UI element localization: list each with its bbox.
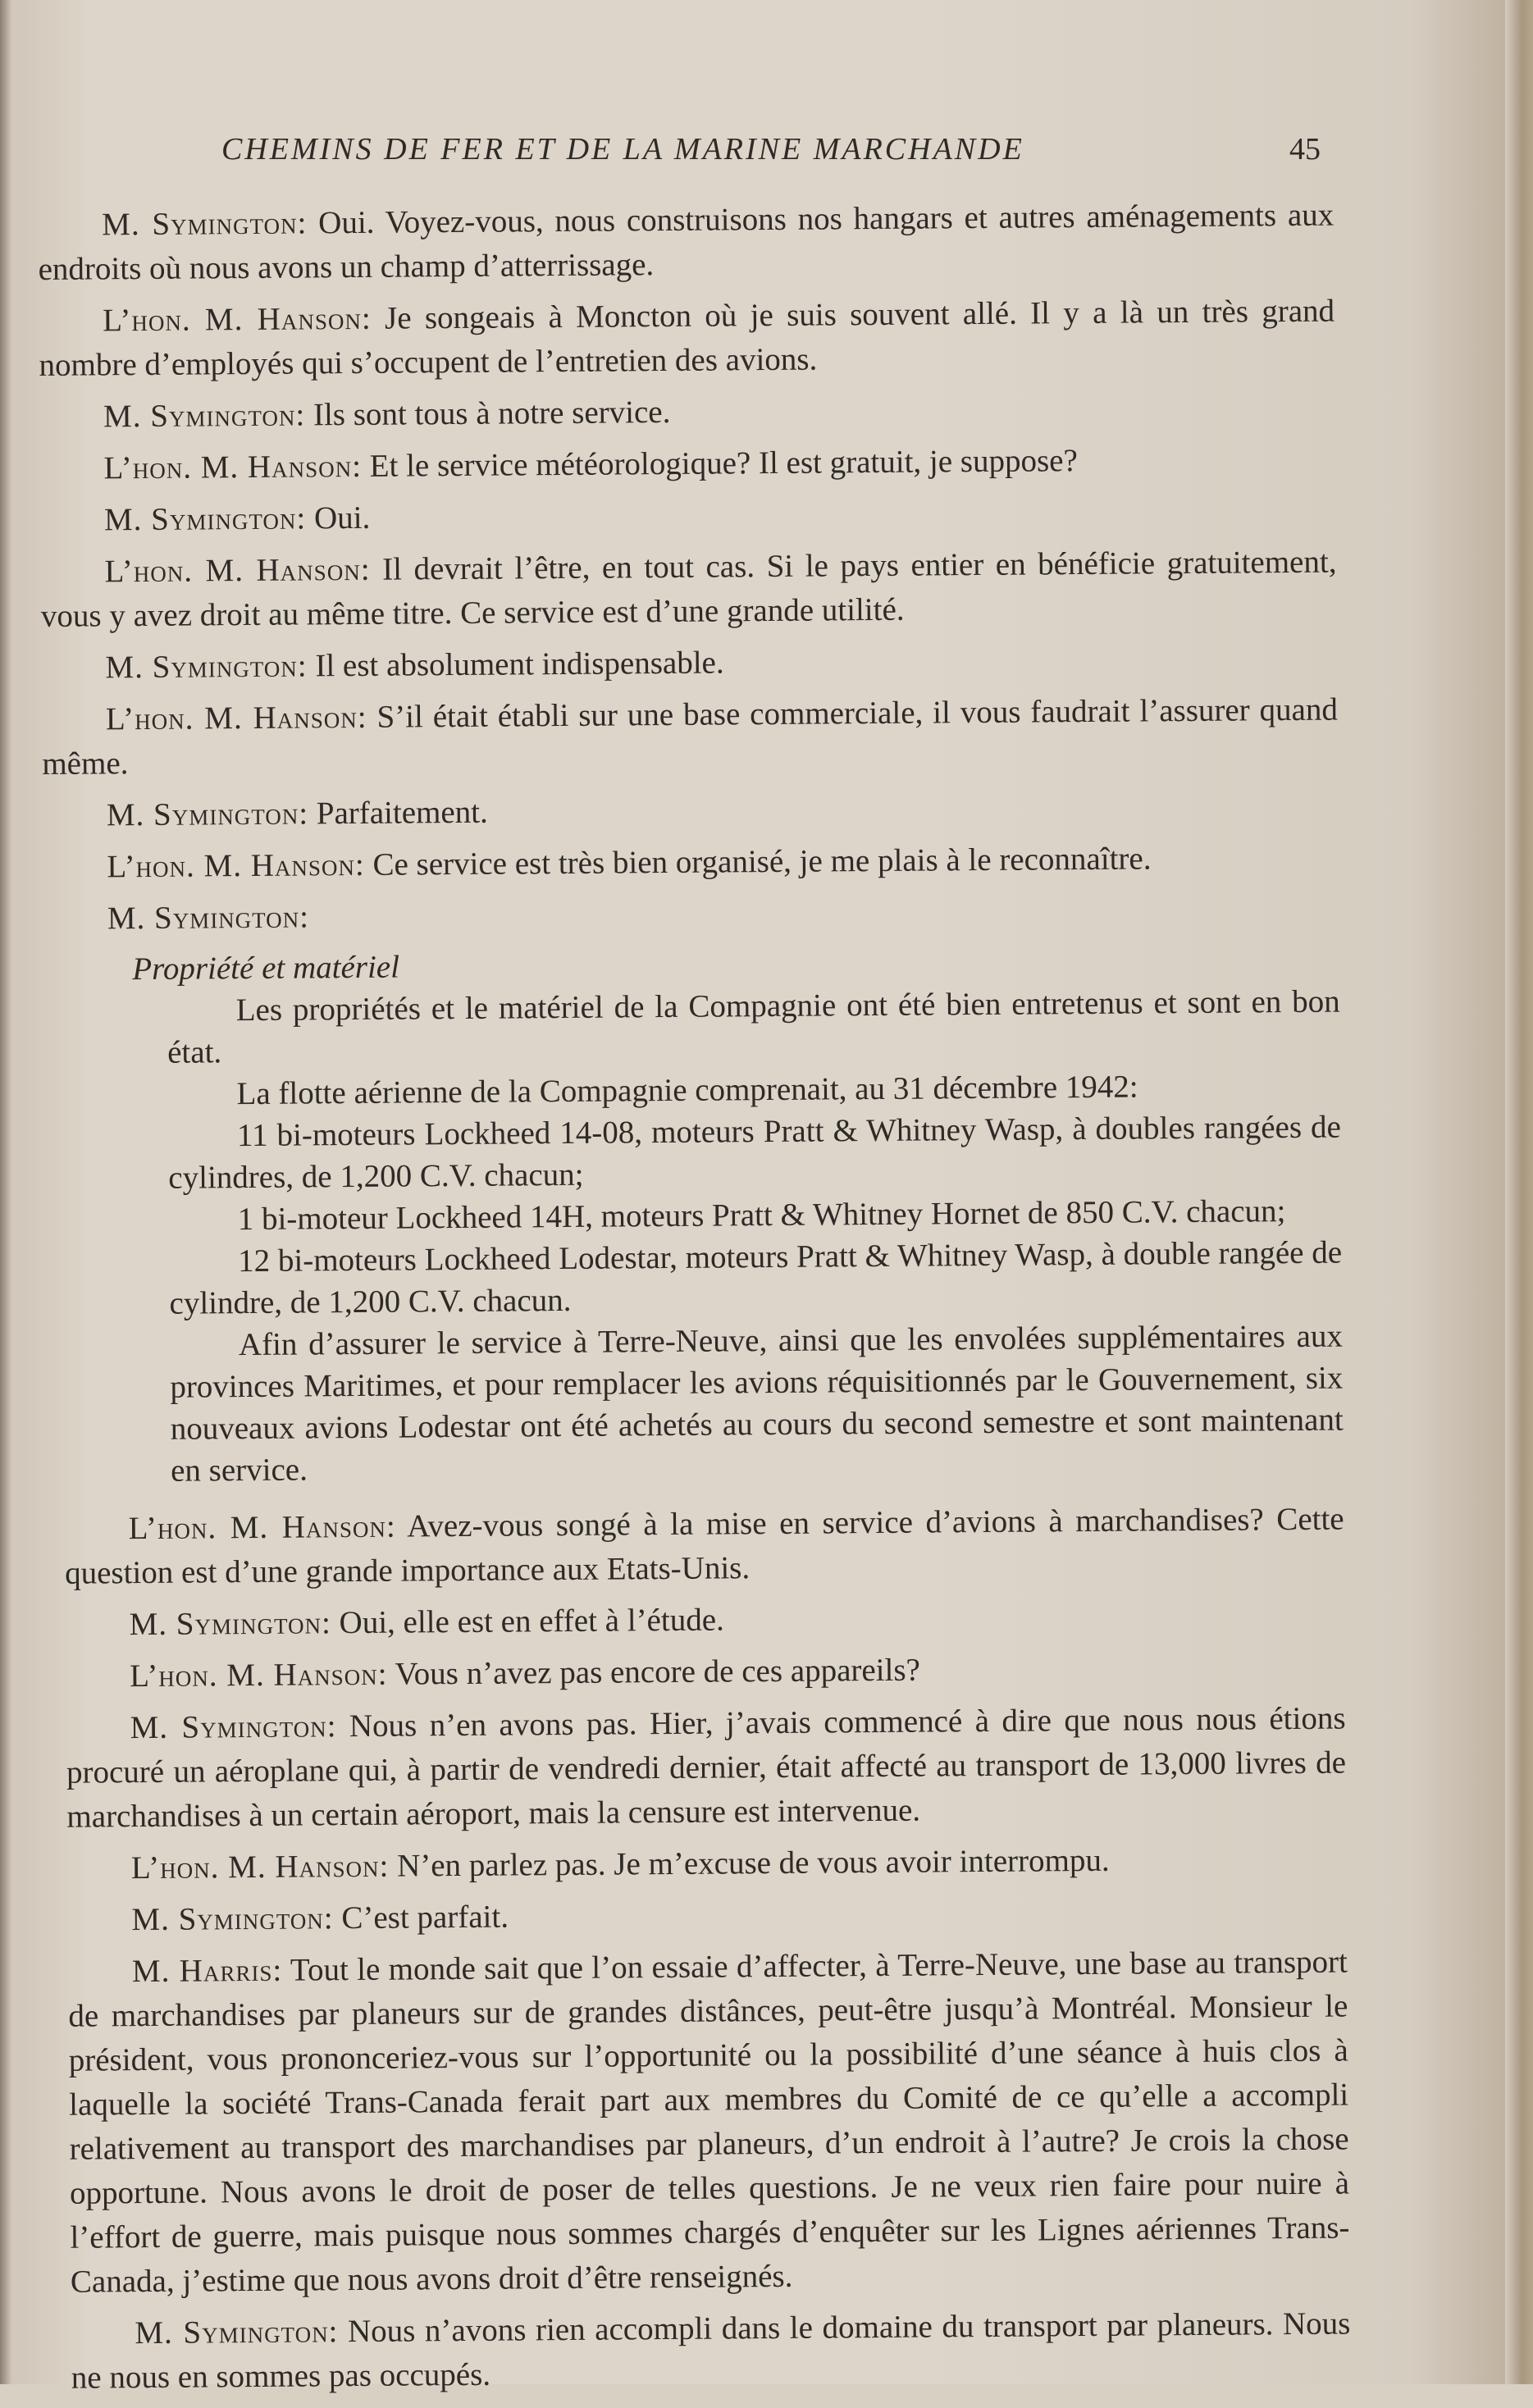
running-head: CHEMINS DE FER ET DE LA MARINE MARCHANDE: [221, 131, 1024, 167]
page-header: [221, 131, 1321, 172]
quote-paragraph: 12 bi-moteurs Lockheed Lodestar, moteurs Pratt & Whitney Wasp, à double rangée de cylindre, de 1,200 C.V. chacun.: [169, 1232, 1343, 1325]
speaker: M. Symington:: [105, 648, 308, 685]
paragraph: [68, 1941, 1350, 2305]
speaker: M. Symington:: [107, 796, 309, 832]
speaker: M. Harris:: [132, 1953, 283, 1989]
speaker: L’hon. M. Hanson:: [103, 449, 362, 486]
paragraph: [38, 194, 1335, 292]
paragraph: [39, 437, 1335, 491]
speech: C’est parfait.: [333, 1899, 509, 1936]
quote-paragraph: 11 bi-moteurs Lockheed 14-08, moteurs Pratt & Whitney Wasp, à doubles rangées de cylindres, de 1,200 C.V. chacun;: [168, 1106, 1342, 1199]
speaker: M. Symington:: [104, 500, 307, 537]
speaker: M. Symington:: [135, 2314, 338, 2351]
speaker: M. Symington:: [130, 1708, 336, 1745]
quote-paragraph: La flotte aérienne de la Compagnie comprenait, au 31 décembre 1942:: [167, 1065, 1340, 1115]
speech: Il est absolument indispensable.: [307, 645, 723, 683]
quote-title: Propriété et matériel: [132, 939, 1339, 991]
speaker: M. Symington:: [102, 205, 308, 242]
body-text: [38, 194, 1351, 2408]
quoted-report: [167, 939, 1344, 1492]
speaker: M. Symington:: [129, 1605, 331, 1642]
paragraph: [40, 540, 1337, 639]
speaker: L’hon. M. Hanson:: [130, 1657, 388, 1694]
paragraph: [43, 887, 1339, 942]
dialogue-continued: [48, 1498, 1351, 2401]
speech: Oui. Voyez-vous, nous construisons nos hangars et autres aménagements aux endroits où nous avons un champ d’atterrissage.: [38, 198, 1334, 287]
paragraph: [40, 489, 1336, 543]
speech: Oui.: [306, 500, 370, 536]
paragraph: [67, 1837, 1347, 1891]
speech: Ils sont tous à notre service.: [305, 394, 670, 432]
speech: Parfaitement.: [308, 795, 488, 832]
paragraph: [39, 290, 1335, 388]
quote-paragraph: 1 bi-moteur Lockheed 14H, moteurs Pratt & Whitney Hornet de 850 C.V. chacun;: [169, 1190, 1342, 1241]
paragraph: [64, 1498, 1344, 1596]
paragraph: [66, 1645, 1345, 1699]
speech: Je songeais à Moncton où je suis souvent allé. Il y a là un très grand nombre d’employés qui s’occupent de l’entretien des avions.: [39, 294, 1335, 383]
page-gutter-shadow: [0, 0, 11, 2384]
paragraph: [39, 385, 1335, 440]
speaker: L’hon. M. Hanson:: [107, 847, 365, 884]
page-number: 45: [1289, 131, 1321, 167]
speech: Et le service météorologique? Il est gratuit, je suppose?: [362, 443, 1078, 484]
paragraph: [67, 1889, 1347, 1943]
paragraph: [65, 1594, 1344, 1648]
speech: Nous n’en avons pas. Hier, j’avais commencé à dire que nous nous étions procuré un aéroplane qui, à partir de vendredi dernier, était affecté au transport de 13,000 livres de marchandises à un certain aéroport, mais la censure est intervenue.: [66, 1701, 1346, 1835]
paragraph: [41, 636, 1337, 691]
speech: Oui, elle est en effet à l’étude.: [331, 1602, 724, 1640]
speaker: L’hon. M. Hanson:: [129, 1509, 396, 1547]
speech: Il devrait l’être, en tout cas. Si le pays entier en bénéficie gratuitement, vous y avez droit au même titre. Ce service est d’une grande utilité.: [41, 545, 1337, 634]
paragraph: [66, 1697, 1346, 1840]
paragraph: [42, 688, 1339, 787]
speaker: L’hon. M. Hanson:: [104, 552, 370, 590]
speech: Avez-vous songé à la mise en service d’avions à marchandises? Cette question est d’une grande importance aux Etats-Unis.: [65, 1502, 1344, 1591]
speech: Ce service est très bien organisé, je me plais à le reconnaître.: [365, 841, 1152, 882]
speaker: L’hon. M. Hanson:: [106, 700, 367, 737]
paragraph: [43, 836, 1339, 890]
speaker: L’hon. M. Hanson:: [103, 301, 372, 339]
speech: N’en parlez pas. Je m’excuse de vous avoir interrompu.: [389, 1843, 1110, 1884]
speech: Nous n’avons rien accompli dans le domaine du transport par planeurs. Nous ne nous en sommes pas occupés.: [71, 2306, 1351, 2396]
speech: Tout le monde sait que l’on essaie d’affecter, à Terre-Neuve, une base au transport de marchandises par planeurs sur de grandes distânces, peut-être jusqu’à Montréal. Monsieur le président, vous prononceriez-vous sur l’opportunité ou la possibilité d’une séance à huis clos à laquelle la société Trans-Canada ferait part aux membres du Comité de ce qu’elle a accompli relativement au transport des marchandises par planeurs, d’un endroit à l’autre? Je crois la chose opportune. Nous avons le droit de poser de telles questions. Je ne veux rien faire pour nuire à l’effort de guerre, mais puisque nous sommes chargés d’enquêter sur les Lignes aériennes Trans-Canada, j’estime que nous avons droit d’être renseignés.: [68, 1945, 1349, 2300]
speaker: M. Symington:: [107, 899, 310, 936]
speaker: M. Symington:: [131, 1900, 334, 1937]
speech: Vous n’avez pas encore de ces appareils?: [387, 1653, 920, 1692]
quote-paragraph: Afin d’assurer le service à Terre-Neuve, ainsi que les envolées supplémentaires aux provinces Maritimes, et pour remplacer les avions réquisitionnés par le Gouvernement, six nouveaux avions Lodestar ont été achetés au cours du second semestre et sont maintenant en service.: [170, 1316, 1344, 1492]
speech: S’il était établi sur une base commerciale, il vous faudrait l’assurer quand même.: [42, 692, 1338, 782]
speaker: L’hon. M. Hanson:: [131, 1849, 390, 1886]
paragraph: [71, 2302, 1351, 2401]
quote-paragraph: Les propriétés et le matériel de la Compagnie ont été bien entretenus et sont en bon état.: [167, 981, 1341, 1074]
page-edge: [1505, 0, 1533, 2384]
paragraph: [43, 784, 1339, 838]
speaker: M. Symington:: [103, 397, 306, 434]
